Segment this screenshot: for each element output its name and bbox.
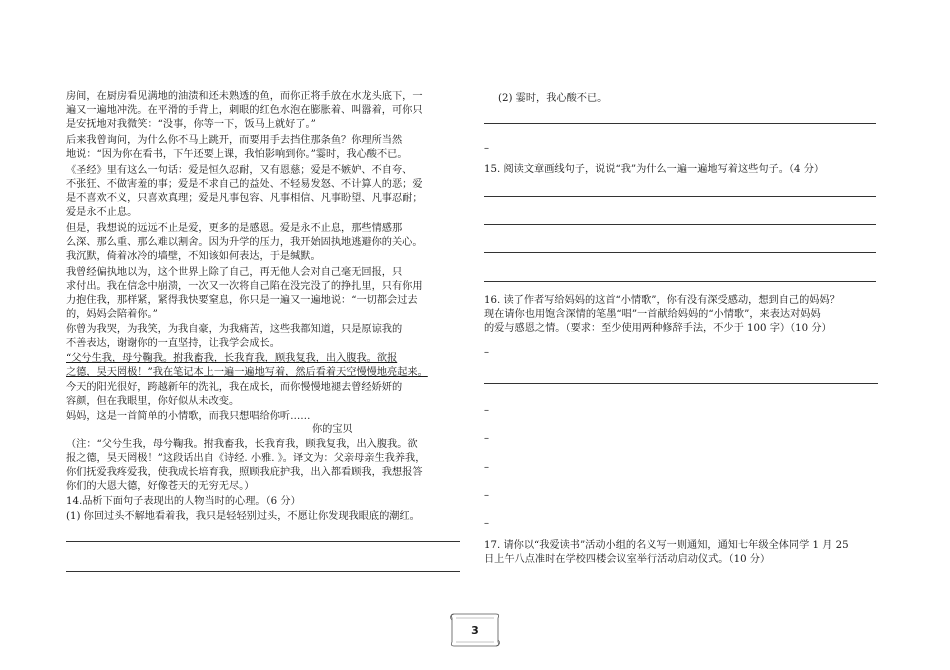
dash-mark: – bbox=[484, 143, 489, 154]
signature-line: 你的宝贝 bbox=[312, 424, 353, 435]
question-15: 15. 阅读文章画线句子，说说“我”为什么一遍一遍地写着这些句子。（4 分） bbox=[484, 164, 825, 175]
answer-line bbox=[484, 383, 878, 384]
answer-line bbox=[66, 571, 460, 572]
dash-mark: – bbox=[484, 462, 489, 473]
underlined-line: 之德，昊天罔极！”我在笔记本上一遍一遍地写着，然后看着天空慢慢地亮起来。 bbox=[66, 367, 428, 378]
passage-line: 《圣经》里有这么一句话：爱是恒久忍耐，又有恩慈；爱是不嫉妒、不自夸、 bbox=[66, 165, 413, 176]
page-footer bbox=[446, 610, 504, 650]
passage-line: 求付出。我在信念中崩溃，一次又一次将自己陷在没完没了的挣扎里，只有你用 bbox=[66, 281, 423, 292]
question-17-line: 日上午八点准时在学校四楼会议室举行活动启动仪式。（10 分） bbox=[484, 554, 771, 565]
passage-line: 的，妈妈会陪着你。” bbox=[66, 309, 158, 320]
answer-line bbox=[484, 252, 876, 253]
passage-line: 地说：“因为你在看书，下午还要上课，我怕影响到你。”霎时，我心酸不已。 bbox=[66, 149, 408, 160]
page-number: 3 bbox=[471, 624, 479, 637]
dash-mark: – bbox=[484, 347, 489, 358]
passage-line: 遍又一遍地冲洗。在平滑的手背上，刺眼的红色水泡在膨胀着、叫嚣着，可你只 bbox=[66, 105, 423, 116]
dash-mark: – bbox=[484, 490, 489, 501]
question-16-line: 现在请你也用饱含深情的笔墨“唱”一首献给妈妈的“小情歌”，来表达对妈妈 bbox=[484, 309, 821, 320]
note-line: 你们的大恩大德，好像苍天的无穷无尽。） bbox=[66, 481, 255, 492]
question-17-line: 17. 请你以“我爱读书”活动小组的名义写一则通知，通知七年级全体同学 1 月 25 bbox=[484, 540, 849, 551]
passage-line: 妈妈，这是一首简单的小情歌，而我只想唱给你听…… bbox=[66, 411, 311, 422]
passage-line: 是安抚地对我微笑：“没事，你等一下，饭马上就好了。” bbox=[66, 119, 316, 130]
note-line: （注：“父兮生我，母兮鞠我。拊我畜我，长我育我，顾我复我，出入腹我。欲 bbox=[66, 439, 418, 450]
question-14-title: 14.品析下面句子表现出的人物当时的心理。（6 分） bbox=[66, 496, 301, 507]
answer-line bbox=[484, 281, 876, 282]
answer-line bbox=[484, 196, 876, 197]
passage-line: 我沉默，倚着冰冷的墙壁，不知该如何表达，于是缄默。 bbox=[66, 251, 321, 262]
dash-mark: – bbox=[484, 405, 489, 416]
passage-line: 但是，我想说的远远不止是爱，更多的是感恩。爱是永不止息，那些情感那 bbox=[66, 223, 403, 234]
passage-line: 不善表达，谢谢你的一直坚持，让我学会成长。 bbox=[66, 338, 280, 349]
answer-line bbox=[484, 123, 876, 124]
note-line: 报之德，昊天罔极！”这段话出自《诗经. 小雅. 》。译文为：父亲母亲生我养我， bbox=[66, 453, 426, 464]
passage-line: 我曾经偏执地以为，这个世界上除了自己，再无他人会对自己毫无回报，只 bbox=[66, 267, 403, 278]
dash-mark: – bbox=[484, 518, 489, 529]
passage-line: 力抱住我，那样紧，紧得我快要窒息，你只是一遍又一遍地说：“一切都会过去 bbox=[66, 295, 418, 306]
answer-line bbox=[66, 541, 460, 542]
underlined-line: “父兮生我，母兮鞠我。拊我畜我，长我育我，顾我复我，出入腹我。欲报 bbox=[66, 353, 398, 364]
note-line: 你们抚爱我疼爱我，使我成长培育我，照顾我庇护我，出入都看顾我，我想报答 bbox=[66, 467, 423, 478]
question-14-1: (1) 你回过头不解地看着我，我只是轻轻别过头，不愿让你发现我眼底的潮红。 bbox=[66, 511, 420, 522]
dash-mark: – bbox=[484, 433, 489, 444]
passage-line: 后来我曾询问，为什么你不马上跳开，而要用手去挡住那条鱼？你理所当然 bbox=[66, 135, 403, 146]
passage-line: 么深、那么重、那么难以割舍。因为升学的压力，我开始固执地逃避你的关心。 bbox=[66, 237, 423, 248]
answer-line bbox=[484, 224, 876, 225]
passage-line: 容颜，但在我眼里，你好似从未改变。 bbox=[66, 396, 240, 407]
passage-line: 今天的阳光很好，跨越新年的洗礼，我在成长，而你慢慢地褪去曾经娇妍的 bbox=[66, 382, 403, 393]
passage-line: 你曾为我哭，为我笑，为我自豪，为我痛苦，这些我都知道，只是原谅我的 bbox=[66, 324, 403, 335]
passage-line: 爱是永不止息。 bbox=[66, 207, 138, 218]
passage-line: 房间，在厨房看见满地的油渍和还未熟透的鱼，而你正将手放在水龙头底下，一 bbox=[66, 91, 423, 102]
passage-line: 是不喜欢不义，只喜欢真理；爱是凡事包容、凡事相信、凡事盼望、凡事忍耐； bbox=[66, 193, 423, 204]
question-16-line: 的爱与感恩之情。（要求：至少使用两种修辞手法，不少于 100 字）（10 分） bbox=[484, 323, 832, 334]
question-16-line: 16. 读了作者写给妈妈的这首“小情歌”，你有没有深受感动，想到自己的妈妈？ bbox=[484, 295, 840, 306]
question-14-2: (2) 霎时，我心酸不已。 bbox=[498, 93, 608, 104]
passage-line: 不张狂、不做害羞的事；爱是不求自己的益处、不轻易发怒、不计算人的恶；爱 bbox=[66, 179, 423, 190]
